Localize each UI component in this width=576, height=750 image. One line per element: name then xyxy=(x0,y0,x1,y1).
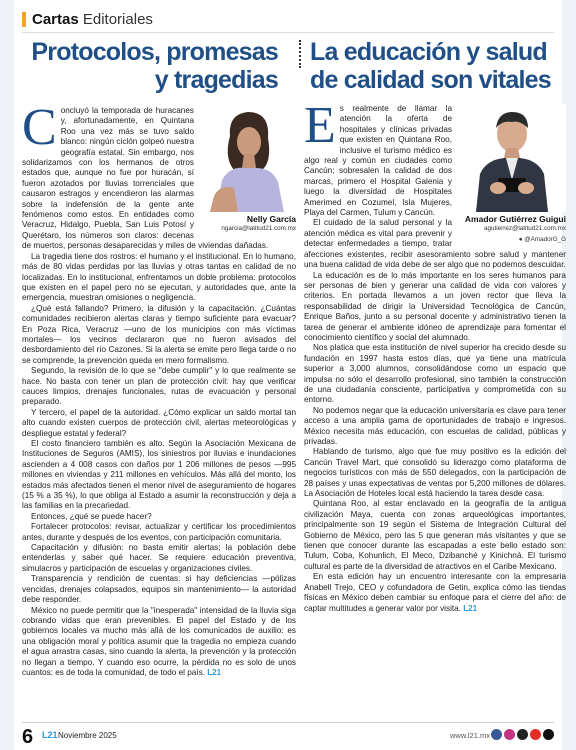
x-icon[interactable] xyxy=(517,729,528,740)
left-paragraph: oncluyó la temporada de huracanes y, afortunadamente, en Quintana Roo una vez más se tuvo saldo blanco: ningún ciclón golpeó nuestra geografía estatal. Sin embargo, nos solidarizamos con los hermanos de otros estados que, aunque no fue por huracán, sí fueron azotados por lluvias torrenciales que causaron estragos y encendieron las alarmas sobre la indefensión de la gente ante fenómenos como estos. En entidades como Veracruz, Hidalgo, Puebla, San Luis Potosí y Querétaro, los números son claros: decenas de muertos, personas desaparecidas y miles de viviendas dañadas. xyxy=(22,106,269,251)
section-header xyxy=(22,8,153,30)
left-paragraph: Fortalecer protocolos: revisar, actualizar y certificar los procedimientos antes, durante y después de los eventos, con participación comunitaria. xyxy=(22,522,296,542)
youtube-icon[interactable] xyxy=(530,729,541,740)
right-paragraph: Nos platica que esta institución de nivel superior ha crecido desde su fundación en 1997 hasta estos días, que ya tiene una matrícula superior a 3,000 alumnos, consolidándose como un espacio que impulsa no sólo el desarrollo profesional, sino también la construcción de una ciudadanía consciente, participativa y comprometida con su entorno. xyxy=(304,343,566,405)
right-author-photo xyxy=(458,104,566,212)
right-paragraph: s realmente de llamar la atención la oferta de hospitales y clínicas privadas que existen en Quintana Roo, inclusive el turismo médico es algo real y común en ciudades como Cancún; sobresalen la calidad de dos marcas, primero el Hospital Galenia y luego la diversidad de Hospitales Amerimed en Cozumel, Isla Mujeres, Playa del Carmen, Tulum y Cancún. xyxy=(304,104,452,218)
right-paragraph: El cuidado de la salud personal y la atención médica es vital para prevenir y detectar enfermedades a tiempo, tratar afecciones existentes, recibir asesoramiento sobre salud y mantener una buena calidad de vida debe de ser algo que no podemos descuidar. xyxy=(304,218,566,270)
footer-url[interactable]: www.l21.mx xyxy=(449,731,490,740)
left-dropcap: C xyxy=(22,99,57,156)
left-headline-line2: y tragedias xyxy=(154,66,278,94)
header-rule xyxy=(22,32,554,33)
left-paragraph: Segundo, la revisión de lo que se "debe cumplir" y lo que realmente se hace. No basta con tener un plan de protección civil: hay que verificar cauces limpios, drenajes funcionales, rutas de evacuación y personal preparado. xyxy=(22,366,296,407)
left-paragraph: ¿Qué está fallando? Primero, la difusión y la capacitación. ¿Cuántas comunidades recibieron alertas claras y tiempo suficiente para evacuar? En Poza Rica, Veracruz —uno de los municipios con más víctimas mortales— los vecinos declararon que no fueron avisados del desbordamiento del río Cazones. Si la alerta se emite pero llega tarde o no se comprende, la prevención queda en mero formalismo. xyxy=(22,303,296,365)
right-author-name: Amador Gutiérrez Guigui xyxy=(464,214,566,224)
page-number: 6 xyxy=(22,726,34,748)
left-paragraph: Y tercero, el papel de la autoridad. ¿Cómo explicar un saldo mortal tan alto cuando existen cuerpos de protección civil, alertas meteorológicas y despliegue estatal y federal? xyxy=(22,407,296,438)
right-author-box xyxy=(458,104,566,245)
left-body xyxy=(22,99,296,678)
left-paragraph-last xyxy=(22,606,296,679)
right-headline-line1: La educación y salud xyxy=(310,38,547,66)
right-body xyxy=(304,97,566,614)
right-dropcap: E xyxy=(304,97,336,154)
left-paragraph: El costo financiero también es alto. Según la Asociación Mexicana de Instituciones de Seguros (AMIS), los siniestros por lluvias e inundaciones ascienden a 4 008 casos con daños por 1 206 millones de pesos —995 millones en viviendas y 211 millones en vehículos. Más allá del monto, los estados más afectados tienen el menor nivel de aseguramiento de hogares (15 % a 35 %), lo que obliga al Estado a asumir la reconstrucción y deja a las familias en la precariedad. xyxy=(22,439,296,511)
left-paragraph: Capacitación y difusión: no basta emitir alertas; la población debe entenderlas y saber qué hacer. Se requiere educación preventiva, simulacros y participación de escuelas y organizaciones civiles. xyxy=(22,543,296,573)
left-author-email[interactable]: ngarcia@latitud21.com.mx xyxy=(221,225,296,233)
left-article xyxy=(22,38,296,678)
footer-date: Noviembre 2025 xyxy=(58,731,117,740)
section-accent-bar xyxy=(22,12,26,27)
right-headline xyxy=(304,38,566,94)
left-headline xyxy=(22,38,296,94)
left-author-photo xyxy=(200,106,296,212)
left-paragraph: Entonces, ¿qué se puede hacer? xyxy=(31,511,152,521)
right-paragraph: La educación es de lo más importante en los seres humanos para ser personas de bien y generar una calidad de vida con valores y criterios. En portada llevamos a un joven rector que lleva la responsabilidad de dirigir la Universidad Tecnológica de Cancún, Enrique Baños, junto a su personal docente y administrativo tienen la tarea de generar el ambiente idóneo de aprendizaje para fomentar el conocimiento científico y social del alumnado. xyxy=(304,270,566,342)
left-paragraph-last-text: México no puede permitir que la "inesperada" intensidad de la lluvia siga cobrando vidas que eran prevenibles. El papel del Estado y de los gobiernos locales va mucho más allá de los comunicados de auxilio: es una obligación moral y política asumir que la tragedia no empieza cuando el agua arrastra casas, sino cuando la alerta, la prevención y la protección no llegan a tiempo. Y cuando eso ocurre, la pérdida no es solo de unos cuantos: es de toda la comunidad, de todo el país. xyxy=(22,605,296,677)
left-headline-line1: Protocolos, promesas xyxy=(31,38,278,66)
footer-social-icons xyxy=(491,729,554,740)
left-paragraph: Transparencia y rendición de cuentas: si hay deficiencias —pólizas vencidas, drenajes colapsados, equipos sin mantenimiento— la autoridad debe responder. xyxy=(22,574,296,605)
right-author-social[interactable] xyxy=(458,235,566,245)
left-endmark-logo: L21 xyxy=(207,667,222,677)
page-footer xyxy=(22,722,554,748)
footer-logo: L21 xyxy=(42,730,58,740)
right-endmark-logo: L21 xyxy=(463,603,478,613)
right-paragraph: No podemos negar que la educación universitaria es clave para tener acceso a una amplia gama de oportunidades de trabajo e ingresos. México necesita más educación, con escuelas de calidad, públicas y privadas. xyxy=(304,405,566,446)
tiktok-icon[interactable] xyxy=(543,729,554,740)
footer-rule xyxy=(22,722,554,723)
right-paragraph-last-text: En esta edición hay un encuentro interesante con la empresaria Anabell Trejo, CEO y cofundadora de Getin, explica cómo las tiendas físicas en México deben cambiar su enfoque para el cierre del año: de captar multitudes a generar valor por visita. xyxy=(304,572,566,613)
right-author-social-handle: @AmadorG_G xyxy=(524,235,566,243)
section-label-rest: Editoriales xyxy=(78,10,153,28)
right-article xyxy=(304,38,566,614)
facebook-icon[interactable] xyxy=(491,729,502,740)
right-headline-line2: de calidad son vitales xyxy=(310,66,551,94)
left-author-box xyxy=(200,106,296,235)
right-paragraph-last xyxy=(304,572,566,614)
right-paragraph: Hablando de turismo, algo que fue muy positivo es la edición del Cancún Travel Mart, que consolidó su liderazgo como plataforma de negocios turísticos con más de 550 delegados, con la participación de 28 países y unas expectativas de ventas por 5,200 millones de dólares. La Asociación de Hoteles local está haciendo la tarea desde casa. xyxy=(304,447,566,499)
section-label-bold: Cartas xyxy=(32,10,79,28)
right-author-email[interactable]: agutierrez@latitud21.com.mx xyxy=(484,225,566,233)
column-divider xyxy=(299,40,301,68)
left-margin-band xyxy=(0,0,14,750)
left-paragraph: La tragedia tiene dos rostros: el humano y el institucional. En lo humano, más de 80 vidas perdidas por las lluvias y otras tantas en calidad de no localizadas. En lo institucional, enfrentamos un doble problema: protocolos que existen en el papel pero no se ejecutan, y autoridades que, ante la emergencia, muestran omisiones o negligencia. xyxy=(22,251,296,303)
right-paragraph: Quintana Roo, al estar enclavado en la geografía de la antigua civilización Maya, cuenta con zonas arqueológicas importantes, principalmente son 19 según el Sistema de Integración Cultural del Gobierno de México, pero las 5 que generan más visitantes y que se tienen que conocer durante las escapadas a este bello estado son: Tulum, Coba, Kohunlich, El Meco, Dzibanché y Kinichná. El turismo cultural es parte de la diversidad de atractivos en el Caribe Mexicano. xyxy=(304,499,566,571)
section-title xyxy=(32,11,153,28)
instagram-icon[interactable] xyxy=(504,729,515,740)
social-handle-icon: ● xyxy=(518,235,523,243)
left-author-name: Nelly García xyxy=(246,214,296,224)
